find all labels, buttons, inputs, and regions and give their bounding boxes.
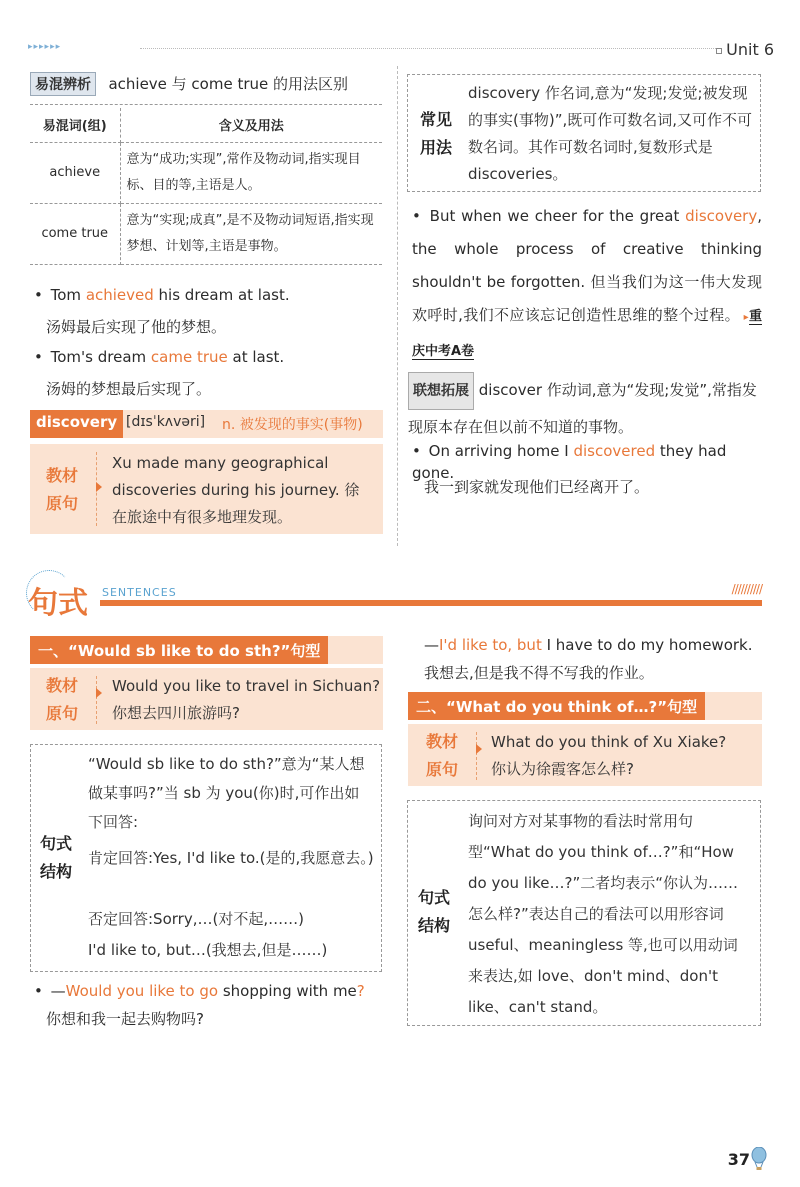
- pattern1-answer-translation: 我想去,但是我不得不写我的作业。: [424, 664, 654, 682]
- arrow-icon: [476, 744, 482, 754]
- confusion-title: achieve 与 come true 的用法区别: [108, 75, 349, 93]
- arrow-icon: [96, 688, 102, 698]
- pattern1-original-cn: 你想去四川旅游吗?: [112, 704, 240, 722]
- pattern1-example: • —Would you like to go shopping with me?: [34, 980, 365, 1002]
- table-cell-word: achieve: [30, 142, 120, 203]
- pattern1-structure-label: 句式结构: [39, 834, 72, 881]
- pattern2-structure-label: 句式结构: [417, 888, 450, 935]
- word-tag: discovery: [30, 410, 123, 438]
- pattern1-title: 一、“Would sb like to do sth?”句型: [30, 636, 328, 664]
- table-header-word: 易混词(组): [30, 108, 120, 142]
- textbook-original-text: Xu made many geographical discoveries during his journey. 徐在旅途中有很多地理发现。: [112, 454, 360, 526]
- sentences-en-title: SENTENCES: [102, 586, 177, 599]
- confusion-tag: 易混辨析: [30, 72, 96, 96]
- pattern1-structure-line: “Would sb like to do sth?”意为“某人想做某事吗?”当 sb 为 you(你)时,可作出如下回答:: [88, 755, 365, 831]
- sentences-title: 句式: [28, 586, 88, 621]
- example-translation: 汤姆最后实现了他的梦想。: [46, 318, 227, 336]
- association-block: [408, 372, 762, 444]
- pattern2-structure-text: 询问对方对某事物的看法时常用句型“What do you think of…?”和“How do you like…?”二者均表示“你认为……怎么样?”表达自己的看法可以用形容词 useful、meaningless 等,也可以用动词来表达,如 love、don't mind、don't like、can't stand。: [468, 812, 739, 1016]
- page-number: 37: [727, 1150, 750, 1169]
- pattern2-original-en: What do you think of Xu Xiake?: [491, 733, 727, 751]
- sentences-slashes: //////////: [731, 582, 762, 596]
- table-header-usage: 含义及用法: [120, 108, 382, 142]
- pattern2-original-label: 教材原句: [425, 732, 458, 779]
- table-cell-usage: 意为“实现;成真”,是不及物动词短语,指实现梦想、计划等,主语是事物。: [120, 203, 382, 264]
- exam-source: 重庆中考A卷: [412, 309, 762, 359]
- common-usage-text: discovery 作名词,意为“发现;发觉;被发现的事实(事物)”,既可作可数名词,又可作不可数名词。其作可数名词时,复数形式是 discoveries。: [468, 84, 753, 183]
- unit-label: Unit 6: [716, 40, 774, 59]
- pattern1-structure-line: 否定回答:Sorry,…(对不起,……): [88, 910, 304, 928]
- association-example: • On arriving home I discovered they had gone.: [412, 440, 762, 484]
- header-rule: [140, 48, 720, 49]
- table-row: [30, 203, 382, 264]
- word-phonetic: [dɪsˈkʌvəri]: [126, 414, 206, 430]
- example-translation: 汤姆的梦想最后实现了。: [46, 380, 212, 398]
- pattern1-original-en: Would you like to travel in Sichuan?: [112, 677, 381, 695]
- textbook-original-label: 教材原句: [45, 466, 78, 513]
- pattern1-original-label: 教材原句: [45, 676, 78, 723]
- table-row: [30, 142, 382, 203]
- pattern2-original-cn: 你认为徐霞客怎么样?: [491, 760, 634, 778]
- association-translation: 我一到家就发现他们已经离开了。: [424, 478, 650, 496]
- association-tag: 联想拓展: [408, 372, 474, 410]
- common-usage-label: 常见用法: [419, 110, 452, 157]
- header-dots: ▸▸▸▸▸▸: [28, 42, 62, 52]
- sentences-bar: [100, 600, 762, 606]
- table-cell-usage: 意为“成功;实现”,常作及物动词,指实现目标、目的等,主语是人。: [120, 142, 382, 203]
- example-sentence: • Tom achieved his dream at last.: [34, 284, 290, 306]
- balloon-icon: [750, 1147, 768, 1171]
- table-cell-word: come true: [30, 203, 120, 264]
- confusion-heading: [30, 72, 348, 96]
- confusion-table: [30, 108, 382, 265]
- word-definition: n. 被发现的事实(事物): [222, 417, 363, 433]
- example-sentence: • Tom's dream came true at last.: [34, 346, 284, 368]
- arrow-icon: [96, 482, 102, 492]
- pattern1-answer: —I'd like to, but I have to do my homework.: [424, 636, 753, 654]
- pattern1-example-translation: 你想和我一起去购物吗?: [46, 1010, 204, 1028]
- pattern1-structure-line: 肯定回答:Yes, I'd like to.(是的,我愿意去。): [88, 849, 374, 867]
- pattern2-title: 二、“What do you think of…?”句型: [408, 692, 705, 720]
- pattern1-structure-line: I'd like to, but…(我想去,但是……): [88, 941, 328, 959]
- association-text: discover 作动词,意为“发现;发觉”,常指发现原本存在但以前不知道的事物。: [408, 381, 757, 436]
- exam-example: • But when we cheer for the great discovery, the whole process of creative thinking shouldn't be forgotten. 但当我们为这一伟大发现欢呼时,我们不应该忘记创造性思维的整个过程。 ▸重庆中考A卷: [412, 200, 762, 368]
